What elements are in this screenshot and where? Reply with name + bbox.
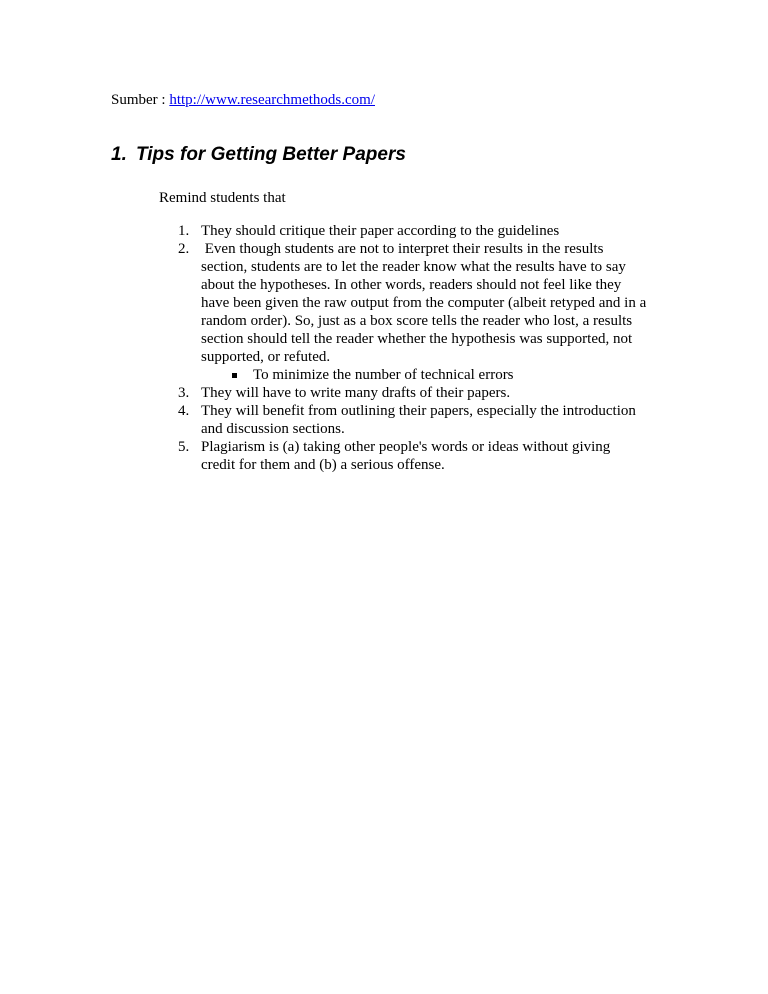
- list-item-text: Even though students are not to interpret their results in the results section, students are to let the reader know what the results have to say about the hypotheses. In other words, readers should not feel like they have been given the raw output from the computer (albeit retyped and in a random order). So, just as a box score tells the reader who lost, a results section should tell the reader whether the hypothesis was supported, not supported, or refuted.: [201, 241, 651, 365]
- list-item-text: They will have to write many drafts of their papers.: [201, 385, 511, 401]
- section-heading: [111, 143, 406, 167]
- list-item-number: 5.: [178, 439, 190, 455]
- list-item-number: 2.: [178, 241, 190, 257]
- list-item-number: 3.: [178, 385, 190, 401]
- list-item-text: They will benefit from outlining their papers, especially the introduction and discussion sections.: [201, 403, 636, 437]
- sub-list-item-text: To minimize the number of technical errors: [253, 367, 514, 383]
- intro-text: Remind students that: [159, 190, 286, 206]
- section-number: 1.: [111, 144, 127, 165]
- list-item: [178, 384, 648, 402]
- list-item: [178, 222, 648, 240]
- tips-list: [178, 222, 651, 474]
- list-item-text: They should critique their paper according to the guidelines: [201, 223, 560, 239]
- sub-list-item: [201, 366, 648, 384]
- list-item-text: Plagiarism is (a) taking other people's words or ideas without giving credit for them and (b) a serious offense.: [201, 439, 611, 473]
- sub-list: [201, 366, 648, 384]
- source-link[interactable]: http://www.researchmethods.com/: [169, 92, 375, 108]
- list-item: [178, 438, 648, 474]
- list-item-number: 4.: [178, 403, 190, 419]
- list-item-number: 1.: [178, 223, 190, 239]
- list-item: [178, 402, 648, 438]
- list-item: [178, 240, 651, 384]
- source-label: Sumber :: [111, 92, 170, 108]
- square-bullet-icon: [232, 373, 237, 378]
- section-title: Tips for Getting Better Papers: [136, 144, 406, 165]
- source-line: [111, 91, 375, 109]
